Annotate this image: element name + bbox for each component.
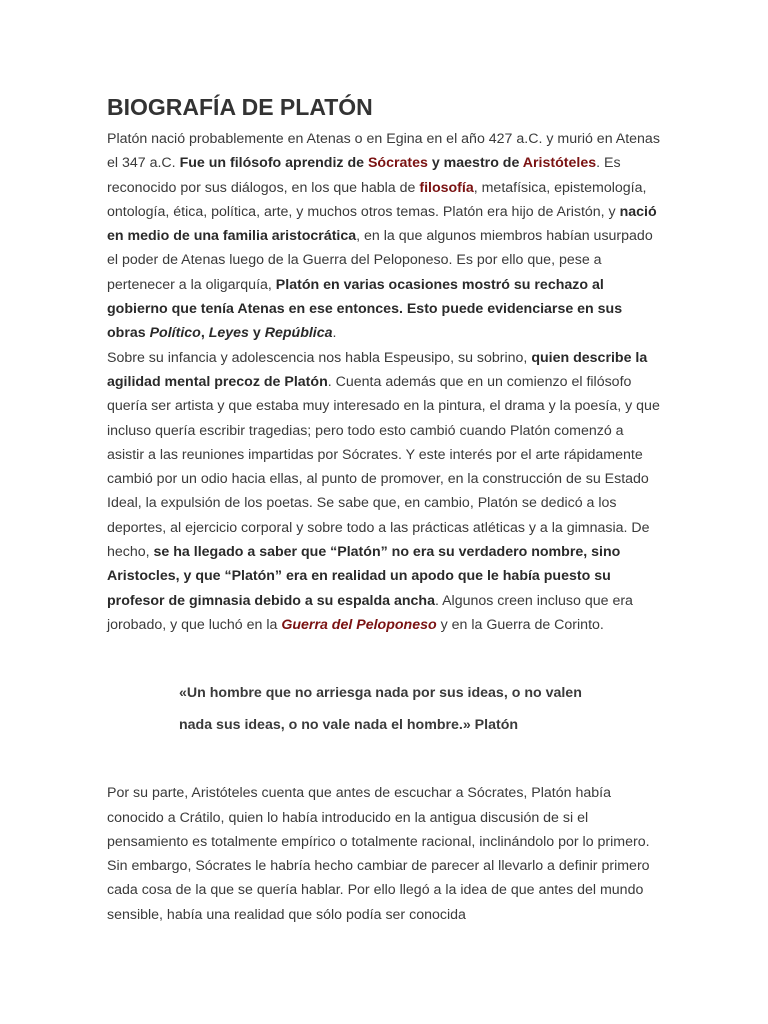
quote-text: «Un hombre que no arriesga nada por sus ideas, o no valen nada sus ideas, o no vale nada el hombre.» Platón	[179, 685, 582, 734]
link-text: Guerra del Peloponeso	[281, 616, 437, 633]
paragraph-1	[107, 127, 663, 346]
document-page	[107, 93, 663, 927]
text-segment: . Cuenta además que en un comienzo el filósofo quería ser artista y que estaba muy interesado en la pintura, el drama y la poesía, y que incluso quería escribir tragedias; pero todo esto cambió cuando Platón comenzó a asistir a las reuniones impartidas por Sócrates. Y este interés por el arte rápidamente cambió por un odio hacia ellas, al punto de promover, en la construcción de su Estado Ideal, la expulsión de los poetas. Se sabe que, en cambio, Platón se dedicó a los deportes, al ejercicio corporal y sobre todo a las prácticas atléticas y a la gimnasia. De hecho,	[107, 373, 660, 561]
work-title-leyes: Leyes	[208, 325, 249, 342]
text-segment: Sobre su infancia y adolescencia nos habla Espeusipo, su sobrino,	[107, 349, 532, 366]
link-guerra-peloponeso[interactable]	[281, 617, 436, 633]
paragraph-2	[107, 346, 663, 638]
bold-segment: Fue un filósofo aprendiz de	[179, 155, 368, 172]
bold-segment: se ha llegado a saber que “Platón” no era su verdadero nombre, sino Aristocles, y que “Platón” era en realidad un apodo que le había puesto su profesor de gimnasia debido a su espalda ancha	[107, 544, 621, 609]
text-segment: . Es reconocido por sus diálogos, en los que habla de	[107, 155, 621, 196]
text-segment: , en la que algunos miembros habían usurpado el poder de Atenas luego de la Guerra del Peloponeso. Es por ello que, pese a pertenecer a la oligarquía,	[107, 228, 653, 293]
link-filosofia[interactable]: filosofía	[419, 179, 474, 196]
bold-segment: nació en medio de una familia aristocrática	[107, 203, 657, 245]
text-segment: . Algunos creen incluso que era jorobado, y que luchó en la	[107, 592, 633, 633]
paragraph-3: Por su parte, Aristóteles cuenta que antes de escuchar a Sócrates, Platón había conocido a Crátilo, quien lo había introducido en la antigua discusión de si el pensamiento es totalmente empírico o totalmente racional, inclinándolo por lo primero. Sin embargo, Sócrates le habría hecho cambiar de parecer al llevarlo a definir primero cada cosa de la que se quería hablar. Por ello llegó a la idea de que antes del mundo sensible, había una realidad que sólo podía ser conocida	[107, 785, 650, 923]
link-aristoteles[interactable]: Aristóteles	[522, 155, 597, 172]
blockquote	[179, 677, 599, 741]
work-title-republica: República	[264, 325, 333, 342]
text-segment: , metafísica, epistemología, ontología, ética, política, arte, y muchos otros temas. Platón era hijo de Aristón, y	[107, 179, 647, 220]
bold-segment: y maestro de	[427, 155, 523, 172]
page-title: BIOGRAFÍA DE PLATÓN	[107, 94, 373, 120]
text-segment: .	[332, 325, 337, 342]
bold-segment: Platón en varias ocasiones mostró su rechazo al gobierno que tenía Atenas en ese entonces. Esto puede evidenciarse en sus obras	[107, 276, 623, 342]
text-segment: y en la Guerra de Corinto.	[436, 616, 604, 633]
link-socrates[interactable]: Sócrates	[367, 155, 428, 172]
text-segment: Platón nació probablemente en Atenas o en Egina en el año 427 a.C. y murió en Atenas el 347 a.C.	[107, 131, 660, 172]
bold-segment: y	[248, 325, 265, 342]
bold-segment: ,	[200, 325, 209, 342]
work-title-politico: Político	[149, 325, 201, 342]
bold-segment: quien describe la agilidad mental precoz de Platón	[107, 349, 648, 390]
